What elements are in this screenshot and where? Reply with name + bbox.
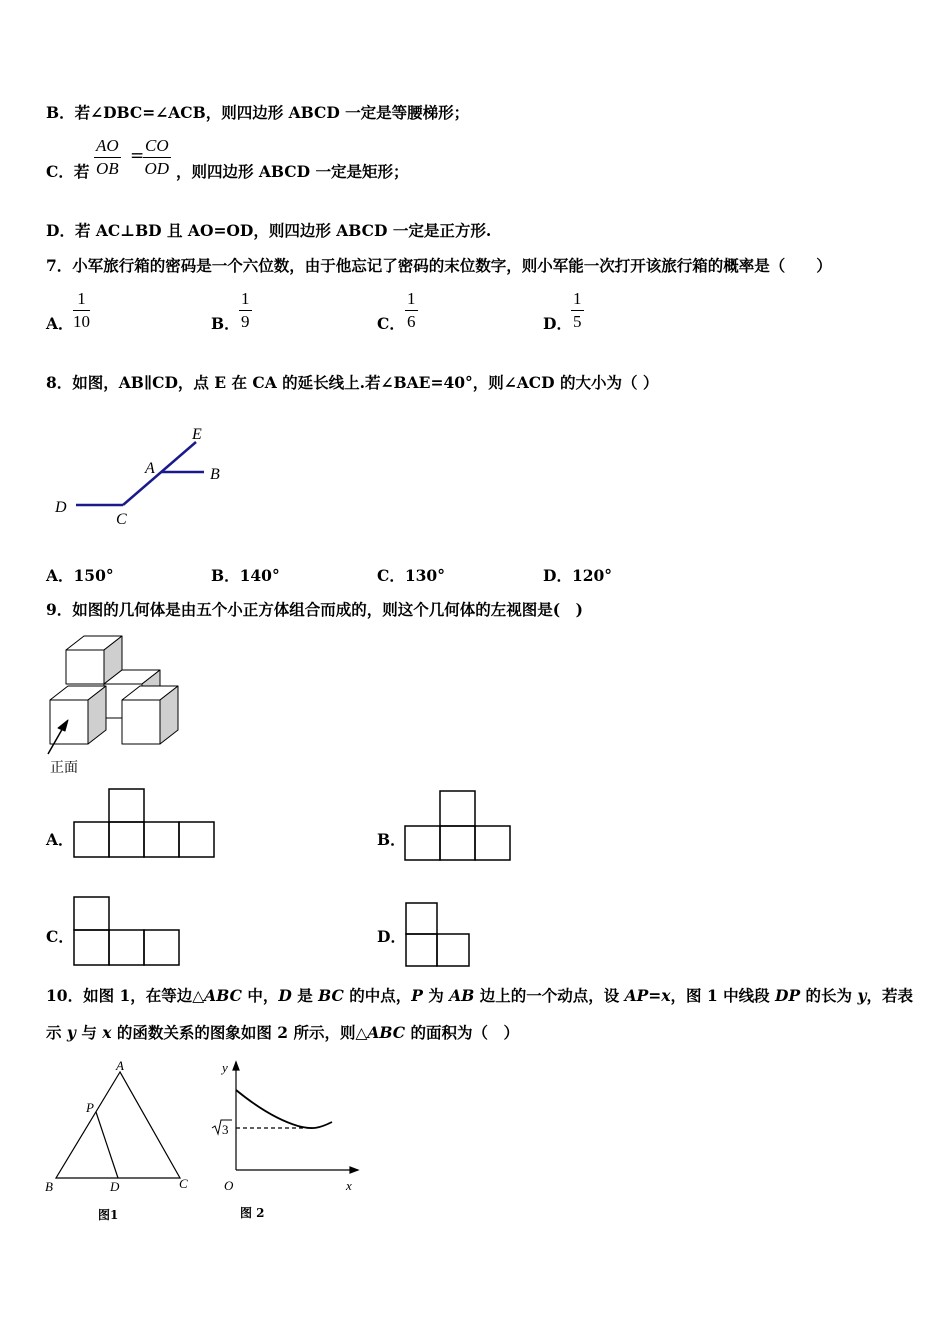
text: ABC <box>204 986 242 1005</box>
fraction-numerator: 1 <box>241 289 250 308</box>
text: 的中点， <box>343 986 412 1005</box>
q7-option-c-label: C． <box>377 314 405 333</box>
front-label: 正面 <box>50 760 78 776</box>
text: 的函数关系的图象如图 2 所示，则△ <box>111 1023 368 1042</box>
q8-option-b: B．140° <box>211 566 280 585</box>
q9-cubes-figure <box>44 630 179 778</box>
cube-front-face <box>66 650 104 684</box>
text: 的面积为（ ） <box>405 1023 520 1042</box>
text: DP <box>775 986 801 1005</box>
figure1-caption: 图1 <box>98 1208 119 1222</box>
label-b: B <box>210 466 220 483</box>
label-a: A <box>116 1060 124 1073</box>
fraction-numerator: 1 <box>573 289 582 308</box>
text: ，若表 <box>866 986 913 1005</box>
fraction-numerator: CO <box>143 135 171 158</box>
text: 中， <box>241 986 279 1005</box>
cube-front-left <box>50 700 88 744</box>
q6-option-c-suffix: ，则四边形 ABCD 一定是矩形； <box>176 162 409 181</box>
fraction-numerator: 1 <box>77 289 86 308</box>
label-a: A <box>145 460 155 477</box>
q7-option-a-fraction <box>73 288 90 333</box>
text: 的长为 <box>800 986 858 1005</box>
q8-option-a: A．150° <box>46 566 114 585</box>
triangle-abc <box>56 1072 180 1178</box>
text: 示 <box>46 1023 67 1042</box>
q7-option-b-fraction <box>239 288 252 333</box>
q10-stem-line1 <box>46 984 913 1006</box>
text: ABC <box>367 1023 406 1042</box>
q6-option-c <box>46 160 89 182</box>
q7-option-d-label: D． <box>543 314 572 333</box>
label-d: D <box>110 1179 120 1194</box>
line-ce <box>123 442 196 505</box>
text: 为 <box>422 986 450 1005</box>
q7-stem: 7．小军旅行箱的密码是一个六位数，由于他忘记了密码的末位数字，则小军能一次打开该旅行箱的概率是（ ） <box>46 256 832 275</box>
q8-stem: 8．如图，AB∥CD，点 E 在 CA 的延长线上.若∠BAE=40°，则∠ACD 的大小为（ ） <box>46 373 659 392</box>
text: 与 <box>75 1023 103 1042</box>
label-b: B <box>45 1179 53 1194</box>
q6-fraction-co-od <box>143 135 171 180</box>
fraction-denominator: 9 <box>241 312 250 331</box>
q7-option-b-label: B． <box>211 314 240 333</box>
label-c: C <box>116 511 127 528</box>
label-p: P <box>86 1100 94 1115</box>
label-e: E <box>192 426 202 443</box>
q9-option-a-view <box>73 788 215 860</box>
q7-option-a-label: A． <box>46 314 74 333</box>
q8-option-c: C．130° <box>377 566 445 585</box>
label-c: C <box>179 1176 188 1191</box>
fraction-denominator: 6 <box>407 312 416 331</box>
q10-figure2-graph <box>208 1058 368 1223</box>
fraction-denominator: OD <box>144 159 170 178</box>
q9-option-c-label: C． <box>46 927 74 946</box>
label-sqrt3: 3 <box>222 1122 229 1137</box>
text: y <box>66 1023 76 1042</box>
fraction-denominator: OB <box>96 159 119 178</box>
q9-stem: 9．如图的几何体是由五个小正方体组合而成的，则这个几何体的左视图是( ) <box>46 600 583 619</box>
q8-parallel-lines-figure <box>46 420 246 535</box>
q10-figure1-triangle <box>40 1060 200 1225</box>
text: x <box>102 1023 112 1042</box>
q6-option-c-prefix: C．若 <box>46 162 90 181</box>
segment-dp <box>96 1112 118 1178</box>
q9-option-c-view <box>73 896 181 968</box>
text: 10．如图 1，在等边△ <box>46 986 205 1005</box>
text: D <box>278 986 292 1005</box>
q6-equals-sign: = <box>130 146 145 166</box>
function-curve <box>236 1090 332 1128</box>
text: BC <box>318 986 344 1005</box>
q9-option-d-label: D． <box>377 927 406 946</box>
fraction-denominator: 5 <box>573 312 582 331</box>
text: AP=x <box>624 986 671 1005</box>
label-o: O <box>224 1178 234 1193</box>
q10-stem-line2 <box>46 1021 519 1043</box>
q7-option-c-fraction <box>405 288 418 333</box>
text: P <box>411 986 423 1005</box>
text: 是 <box>291 986 319 1005</box>
q7-option-d-fraction <box>571 288 584 333</box>
q6-option-b: B．若∠DBC=∠ACB，则四边形 ABCD 一定是等腰梯形； <box>46 103 470 122</box>
q9-option-d-view <box>405 902 473 968</box>
text: AB <box>449 986 475 1005</box>
q9-option-a-label: A． <box>46 830 74 849</box>
q9-option-b-label: B． <box>377 830 406 849</box>
label-y: y <box>222 1060 228 1075</box>
q8-option-d: D．120° <box>543 566 613 585</box>
figure2-caption: 图 2 <box>240 1206 265 1220</box>
q9-option-b-view <box>404 790 512 862</box>
label-x: x <box>346 1178 352 1193</box>
fraction-numerator: 1 <box>407 289 416 308</box>
text: y <box>857 986 867 1005</box>
q6-option-d: D．若 AC⊥BD 且 AO=OD，则四边形 ABCD 一定是正方形. <box>46 221 492 240</box>
label-d: D <box>55 499 67 516</box>
fraction-numerator: AO <box>94 135 121 158</box>
text: ，图 1 中线段 <box>670 986 776 1005</box>
fraction-denominator: 10 <box>73 312 90 331</box>
q6-fraction-ao-ob <box>94 135 121 180</box>
text: 边上的一个动点，设 <box>474 986 625 1005</box>
